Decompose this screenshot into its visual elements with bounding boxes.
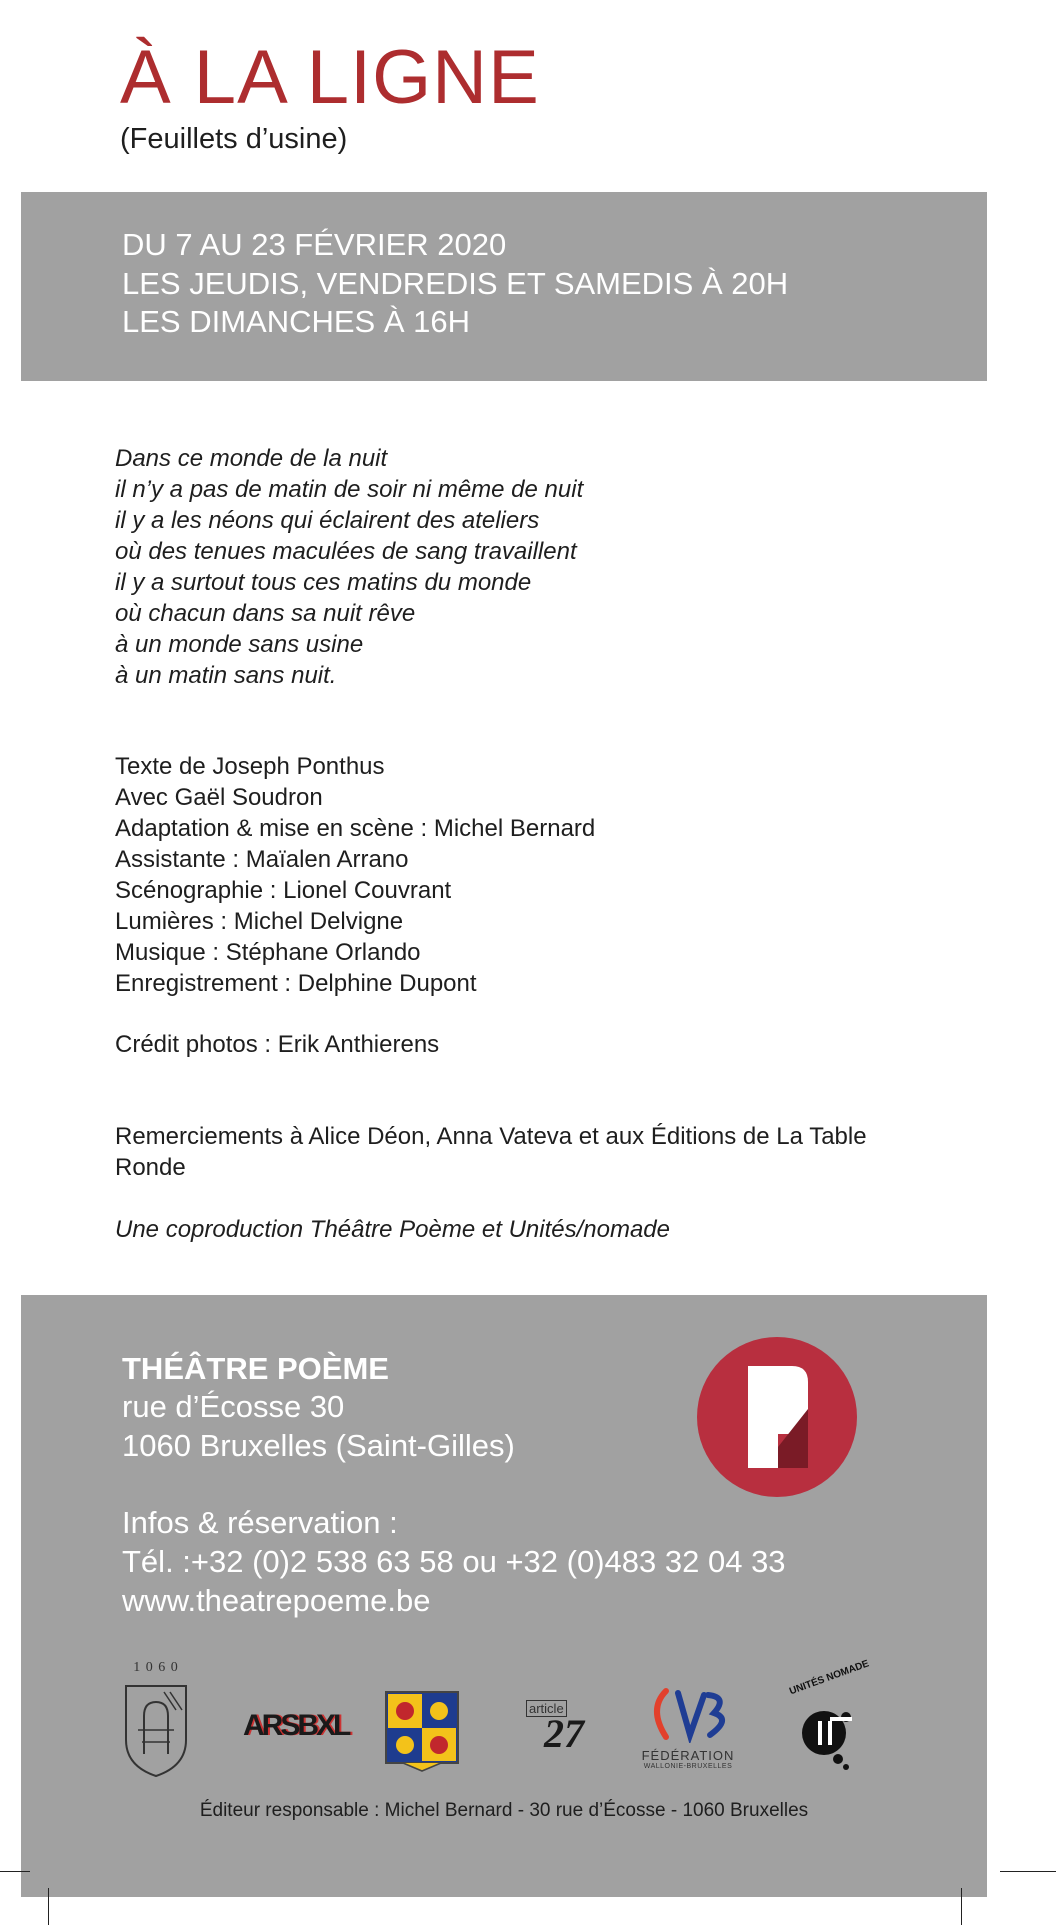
credit-line: Adaptation & mise en scène : Michel Bernard [115, 815, 596, 842]
crop-mark [0, 1871, 30, 1872]
photo-credit: Crédit photos : Erik Anthierens [115, 1031, 440, 1058]
credits-list [115, 751, 595, 999]
shield-icon [120, 1680, 192, 1780]
credit-line: Lumières : Michel Delvigne [115, 908, 404, 935]
wallonia-bruxelles-coat-of-arms [383, 1689, 461, 1773]
date-range: DU 7 AU 23 FÉVRIER 2020 [122, 227, 507, 262]
federation-subtext: WALLONIE-BRUXELLES [643, 1763, 733, 1770]
arsbxl-text: ARSBXL [243, 1709, 349, 1742]
booking-label: Infos & réservation : [122, 1505, 398, 1540]
article-number: 27 [544, 1711, 584, 1756]
poem-line: à un matin sans nuit. [115, 662, 337, 689]
publisher-line: Éditeur responsable : Michel Bernard - 30 rue d’Écosse - 1060 Bruxelles [199, 1800, 809, 1821]
arsbxl-logo [243, 1709, 349, 1745]
federation-wallonie-bruxelles-logo [638, 1685, 738, 1777]
venue-street: rue d’Écosse 30 [122, 1389, 345, 1424]
poem-line: à un monde sans usine [115, 631, 364, 658]
poem-line: il n’y a pas de matin de soir ni même de nuit [115, 476, 584, 503]
coat-of-arms-icon [383, 1689, 461, 1773]
crop-mark [1000, 1871, 1056, 1872]
dates-panel [21, 192, 987, 381]
weekday-schedule: LES JEUDIS, VENDREDIS ET SAMEDIS À 20H [122, 266, 789, 301]
show-title: À LA LIGNE [120, 35, 540, 120]
credit-line: Musique : Stéphane Orlando [115, 939, 421, 966]
ink-splash-icon [786, 1687, 866, 1771]
credit-line: Avec Gaël Soudron [115, 784, 323, 811]
acknowledgements: Remerciements à Alice Déon, Anna Vateva et aux Éditions de La Table Ronde [115, 1123, 867, 1181]
poem-line: où des tenues maculées de sang travaillent [115, 538, 577, 565]
theatre-poeme-logo-icon [697, 1337, 857, 1497]
poem-line: il y a surtout tous ces matins du monde [115, 569, 532, 596]
credit-line: Scénographie : Lionel Couvrant [115, 877, 452, 904]
credit-line: Assistante : Maïalen Arrano [115, 846, 409, 873]
unites-nomade-text: UNITÉS NOMADE [788, 1658, 871, 1698]
article-text: article [526, 1700, 567, 1717]
venue-panel [21, 1295, 987, 1897]
venue-city: 1060 Bruxelles (Saint-Gilles) [122, 1428, 515, 1463]
venue-name: THÉÂTRE POÈME [122, 1351, 389, 1386]
booking-phone[interactable]: Tél. :+32 (0)2 538 63 58 ou +32 (0)483 32 04 33 [122, 1544, 786, 1579]
crop-mark [48, 1888, 49, 1925]
credit-line: Enregistrement : Delphine Dupont [115, 970, 477, 997]
credit-line: Texte de Joseph Ponthus [115, 753, 385, 780]
federation-text: FÉDÉRATION [641, 1748, 735, 1763]
show-subtitle: (Feuillets d’usine) [120, 123, 348, 155]
crop-mark [961, 1888, 962, 1925]
poem-line: Dans ce monde de la nuit [115, 445, 388, 472]
commune-1060-logo [120, 1660, 192, 1778]
coproduction-note: Une coproduction Théâtre Poème et Unités/nomade [115, 1216, 670, 1243]
fwb-icon [638, 1685, 738, 1743]
website-link[interactable]: www.theatrepoeme.be [122, 1583, 431, 1618]
poem-line: il y a les néons qui éclairent des ateliers [115, 507, 540, 534]
poem-excerpt [115, 443, 583, 691]
sunday-schedule: LES DIMANCHES À 16H [122, 304, 470, 339]
poem-line: où chacun dans sa nuit rêve [115, 600, 416, 627]
commune-label: 1 0 6 0 [133, 1660, 179, 1675]
article-27-logo [524, 1692, 586, 1762]
unites-nomade-logo [786, 1658, 871, 1771]
